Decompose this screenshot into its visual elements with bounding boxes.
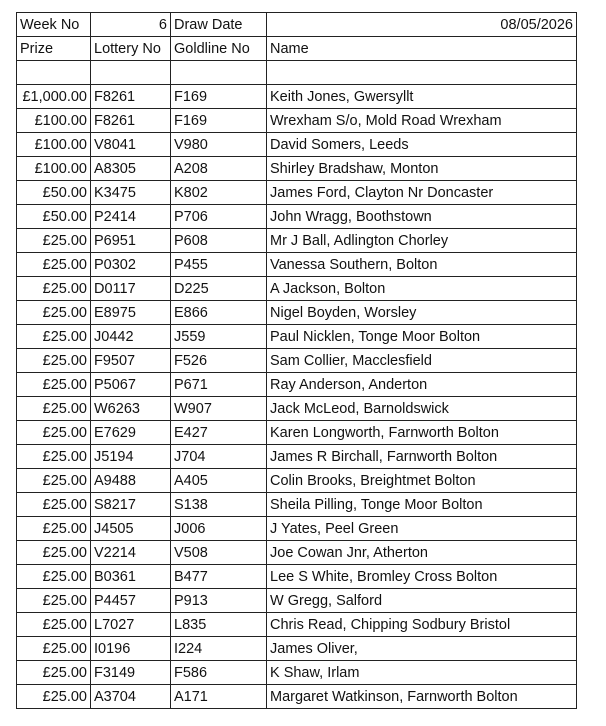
lottery-no-cell: K3475 [91,181,171,205]
table-row [17,493,577,517]
lottery-no-cell: P5067 [91,373,171,397]
name-cell: Mr J Ball, Adlington Chorley [267,229,577,253]
name-cell: Vanessa Southern, Bolton [267,253,577,277]
goldline-no-cell: W907 [171,397,267,421]
blank-cell [17,61,91,85]
table-row [17,613,577,637]
goldline-no-cell: L835 [171,613,267,637]
prize-cell: £25.00 [17,469,91,493]
lottery-no-cell: V8041 [91,133,171,157]
table-row [17,85,577,109]
header-row [17,13,577,37]
table-row [17,157,577,181]
name-cell: Nigel Boyden, Worsley [267,301,577,325]
table-row [17,421,577,445]
lottery-no-cell: V2214 [91,541,171,565]
prize-cell: £25.00 [17,397,91,421]
name-cell: Colin Brooks, Breightmet Bolton [267,469,577,493]
goldline-no-cell: D225 [171,277,267,301]
column-header-goldline: Goldline No [171,37,267,61]
prize-cell: £25.00 [17,421,91,445]
table-row [17,397,577,421]
lottery-no-cell: F8261 [91,109,171,133]
goldline-no-cell: K802 [171,181,267,205]
name-cell: Lee S White, Bromley Cross Bolton [267,565,577,589]
name-cell: Ray Anderson, Anderton [267,373,577,397]
name-cell: Sam Collier, Macclesfield [267,349,577,373]
name-cell: Joe Cowan Jnr, Atherton [267,541,577,565]
lottery-no-cell: D0117 [91,277,171,301]
prize-cell: £25.00 [17,565,91,589]
prize-cell: £25.00 [17,229,91,253]
goldline-no-cell: B477 [171,565,267,589]
table-row [17,205,577,229]
table-row [17,517,577,541]
table-row [17,181,577,205]
table-row [17,349,577,373]
table-row [17,133,577,157]
goldline-no-cell: S138 [171,493,267,517]
table-row [17,541,577,565]
prize-cell: £25.00 [17,517,91,541]
lottery-no-cell: P0302 [91,253,171,277]
prize-cell: £25.00 [17,253,91,277]
results-sheet [16,12,577,709]
lottery-no-cell: J4505 [91,517,171,541]
table-row [17,229,577,253]
prize-cell: £1,000.00 [17,85,91,109]
goldline-no-cell: V508 [171,541,267,565]
name-cell: David Somers, Leeds [267,133,577,157]
goldline-no-cell: J704 [171,445,267,469]
name-cell: James Oliver, [267,637,577,661]
table-row [17,445,577,469]
prize-cell: £100.00 [17,133,91,157]
goldline-no-cell: J006 [171,517,267,541]
column-header-lottery: Lottery No [91,37,171,61]
name-cell: James R Birchall, Farnworth Bolton [267,445,577,469]
prize-cell: £25.00 [17,373,91,397]
blank-cell [91,61,171,85]
prize-cell: £25.00 [17,685,91,709]
goldline-no-cell: A171 [171,685,267,709]
name-cell: Karen Longworth, Farnworth Bolton [267,421,577,445]
name-cell: Keith Jones, Gwersyllt [267,85,577,109]
draw-date-value: 08/05/2026 [267,13,577,37]
name-cell: John Wragg, Boothstown [267,205,577,229]
goldline-no-cell: P913 [171,589,267,613]
name-cell: Jack McLeod, Barnoldswick [267,397,577,421]
lottery-no-cell: F9507 [91,349,171,373]
table-row [17,373,577,397]
lottery-no-cell: P2414 [91,205,171,229]
table-row [17,469,577,493]
column-header-row [17,37,577,61]
name-cell: Shirley Bradshaw, Monton [267,157,577,181]
prize-cell: £25.00 [17,445,91,469]
lottery-no-cell: F3149 [91,661,171,685]
prize-cell: £25.00 [17,301,91,325]
prize-cell: £25.00 [17,589,91,613]
goldline-no-cell: A208 [171,157,267,181]
table-row [17,253,577,277]
lottery-no-cell: S8217 [91,493,171,517]
table-row [17,661,577,685]
lottery-no-cell: E7629 [91,421,171,445]
name-cell: James Ford, Clayton Nr Doncaster [267,181,577,205]
lottery-no-cell: A3704 [91,685,171,709]
lottery-no-cell: F8261 [91,85,171,109]
lottery-no-cell: I0196 [91,637,171,661]
week-label: Week No [17,13,91,37]
lottery-no-cell: W6263 [91,397,171,421]
name-cell: Paul Nicklen, Tonge Moor Bolton [267,325,577,349]
goldline-no-cell: V980 [171,133,267,157]
table-row [17,589,577,613]
lottery-no-cell: P4457 [91,589,171,613]
lottery-no-cell: A9488 [91,469,171,493]
lottery-no-cell: P6951 [91,229,171,253]
goldline-no-cell: F169 [171,85,267,109]
goldline-no-cell: P671 [171,373,267,397]
goldline-no-cell: F169 [171,109,267,133]
table-row [17,637,577,661]
lottery-no-cell: J5194 [91,445,171,469]
draw-date-label: Draw Date [171,13,267,37]
blank-cell [171,61,267,85]
table-row [17,685,577,709]
lottery-no-cell: A8305 [91,157,171,181]
name-cell: K Shaw, Irlam [267,661,577,685]
prize-cell: £25.00 [17,613,91,637]
lottery-no-cell: E8975 [91,301,171,325]
goldline-no-cell: F526 [171,349,267,373]
prize-cell: £50.00 [17,181,91,205]
goldline-no-cell: P608 [171,229,267,253]
column-header-name: Name [267,37,577,61]
prize-cell: £100.00 [17,109,91,133]
goldline-no-cell: F586 [171,661,267,685]
prize-cell: £25.00 [17,541,91,565]
goldline-no-cell: P455 [171,253,267,277]
prize-cell: £25.00 [17,325,91,349]
results-body [17,13,577,709]
name-cell: Margaret Watkinson, Farnworth Bolton [267,685,577,709]
name-cell: J Yates, Peel Green [267,517,577,541]
prize-cell: £25.00 [17,661,91,685]
goldline-no-cell: J559 [171,325,267,349]
name-cell: Chris Read, Chipping Sodbury Bristol [267,613,577,637]
week-value: 6 [91,13,171,37]
lottery-no-cell: L7027 [91,613,171,637]
lottery-no-cell: J0442 [91,325,171,349]
blank-cell [267,61,577,85]
prize-cell: £25.00 [17,277,91,301]
lottery-no-cell: B0361 [91,565,171,589]
table-row [17,277,577,301]
table-row [17,325,577,349]
name-cell: A Jackson, Bolton [267,277,577,301]
table-row [17,565,577,589]
table-row [17,109,577,133]
blank-row [17,61,577,85]
name-cell: Sheila Pilling, Tonge Moor Bolton [267,493,577,517]
prize-cell: £100.00 [17,157,91,181]
prize-cell: £50.00 [17,205,91,229]
prize-cell: £25.00 [17,493,91,517]
goldline-no-cell: E866 [171,301,267,325]
goldline-no-cell: I224 [171,637,267,661]
name-cell: Wrexham S/o, Mold Road Wrexham [267,109,577,133]
table-row [17,301,577,325]
goldline-no-cell: E427 [171,421,267,445]
goldline-no-cell: P706 [171,205,267,229]
name-cell: W Gregg, Salford [267,589,577,613]
prize-cell: £25.00 [17,637,91,661]
column-header-prize: Prize [17,37,91,61]
goldline-no-cell: A405 [171,469,267,493]
prize-cell: £25.00 [17,349,91,373]
